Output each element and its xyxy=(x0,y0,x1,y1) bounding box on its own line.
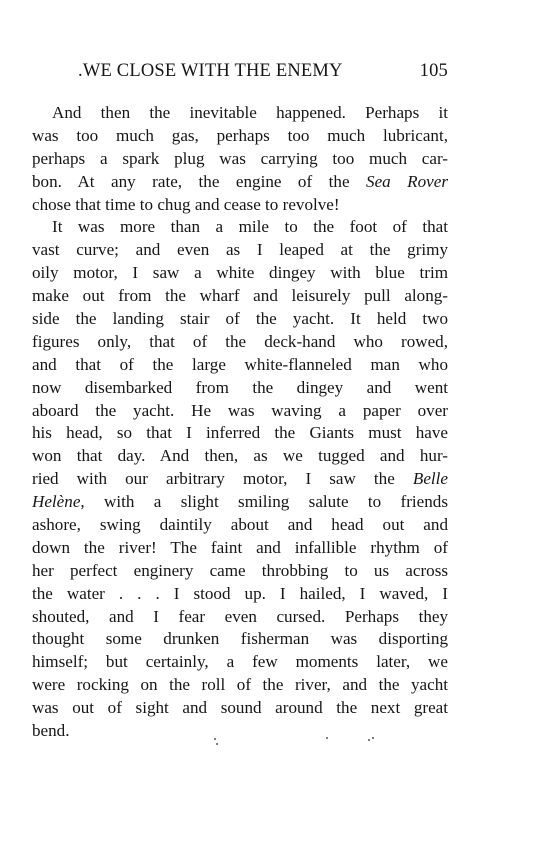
ship-name: Belle xyxy=(412,469,448,489)
chapter-title: .WE CLOSE WITH THE ENEMY xyxy=(78,61,343,81)
text-line: vast curve; and even as I leaped at the grimy xyxy=(32,240,448,260)
text-line: ried with our arbitrary motor, I saw the Belle xyxy=(32,469,448,489)
scan-speck xyxy=(214,738,216,740)
text-line: won that day. And then, as we tugged and hur- xyxy=(32,446,448,466)
text-line: chose that time to chug and cease to revolve! xyxy=(32,194,340,214)
text-line: thought some drunken fisherman was disporting xyxy=(32,629,448,649)
page-number: 105 xyxy=(419,61,448,81)
running-head xyxy=(78,61,448,85)
text-line: was too much gas, perhaps too much lubricant, xyxy=(32,125,448,145)
text-line: were rocking on the roll of the river, and the yacht xyxy=(32,675,448,695)
text-line: Helène, with a slight smiling salute to friends xyxy=(32,492,448,512)
text-line: And then the inevitable happened. Perhaps it xyxy=(52,103,448,122)
text-line: perhaps a spark plug was carrying too much car- xyxy=(32,148,448,168)
scan-speck xyxy=(372,737,374,739)
scan-speck xyxy=(216,743,218,745)
text-line: aboard the yacht. He was waving a paper over xyxy=(32,400,448,420)
text-line: bon. At any rate, the engine of the Sea Rover xyxy=(32,171,448,191)
text-line: It was more than a mile to the foot of that xyxy=(52,217,448,237)
text-line: the water . . . I stood up. I hailed, I waved, I xyxy=(32,583,448,603)
scan-specks xyxy=(210,735,390,749)
text-line: was out of sight and sound around the next great xyxy=(32,698,448,718)
text-line: his head, so that I inferred the Giants must have xyxy=(32,423,448,443)
text-line: her perfect enginery came throbbing to us across xyxy=(32,560,448,580)
text-line: bend. xyxy=(32,721,70,741)
text-line: ashore, swing daintily about and head out and xyxy=(32,515,448,535)
scan-speck xyxy=(368,739,370,741)
text-line: now disembarked from the dingey and went xyxy=(32,377,448,397)
text-line: down the river! The faint and infallible rhythm of xyxy=(32,537,448,557)
scan-speck xyxy=(326,737,328,739)
ship-name: Helène, xyxy=(32,492,85,512)
text-line: shouted, and I fear even cursed. Perhaps they xyxy=(32,606,448,626)
body-text xyxy=(32,102,448,743)
text-line: himself; but certainly, a few moments later, we xyxy=(32,652,448,672)
text-line: side the landing stair of the yacht. It held two xyxy=(32,309,448,329)
text-line: make out from the wharf and leisurely pull along- xyxy=(32,286,448,306)
text-line: oily motor, I saw a white dingey with blue trim xyxy=(32,263,448,283)
text-line: and that of the large white-flanneled man who xyxy=(32,354,448,374)
ship-name: Sea Rover xyxy=(366,171,448,191)
text-line: figures only, that of the deck-hand who rowed, xyxy=(32,331,448,351)
